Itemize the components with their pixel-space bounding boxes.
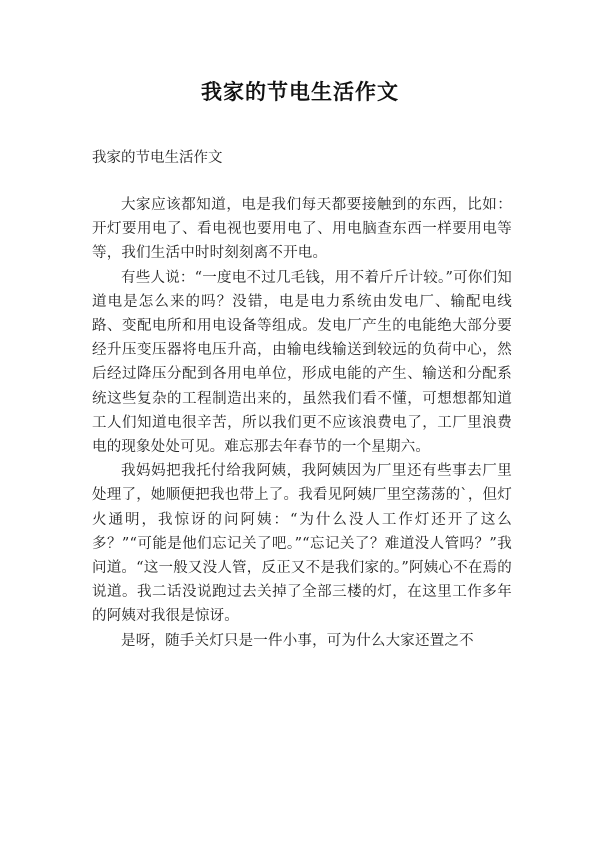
- paragraph-2: 有些人说：“一度电不过几毛钱，用不着斤斤计较。”可你们知道电是怎么来的吗？没错，电是电力系统由发电厂、输配电线路、变配电所和用电设备等组成。发电厂产生的电能绝大部分要经升压变压器将电压升高，由输电线输送到较远的负荷中心，然后经过降压分配到各用电单位，形成电能的产生、输送和分配系统这些复杂的工程制造出来的，虽然我们看不懂，可想想都知道工人们知道电很辛苦，所以我们更不应该浪费电了，工厂里浪费电的现象处处可见。难忘那去年春节的一个星期六。: [92, 269, 512, 456]
- document-title: 我家的节电生活作文: [201, 80, 399, 104]
- document-body: [92, 193, 512, 653]
- paragraph-1: 大家应该都知道，电是我们每天都要接触到的东西，比如：开灯要用电了、看电视也要用电了、用电脑查东西一样要用电等等，我们生活中时时刻刻离不开电。: [92, 197, 512, 262]
- paragraph-3: 我妈妈把我托付给我阿姨，我阿姨因为厂里还有些事去厂里处理了，她顺便把我也带上了。我看见阿姨厂里空荡荡的`，但灯火通明，我惊讶的问阿姨：“为什么没人工作灯还开了这么多？”“可能是他们忘记关了吧。”“忘记关了？难道没人管吗？”我问道。“这一般又没人管，反正又不是我们家的。”阿姨心不在焉的说道。我二话没说跑过去关掉了全部三楼的灯，在这里工作多年的阿姨对我很是惊讶。: [92, 463, 512, 625]
- document-subtitle: 我家的节电生活作文: [92, 150, 223, 166]
- paragraph-4: 是呀，随手关灯只是一件小事，可为什么大家还置之不: [121, 632, 474, 649]
